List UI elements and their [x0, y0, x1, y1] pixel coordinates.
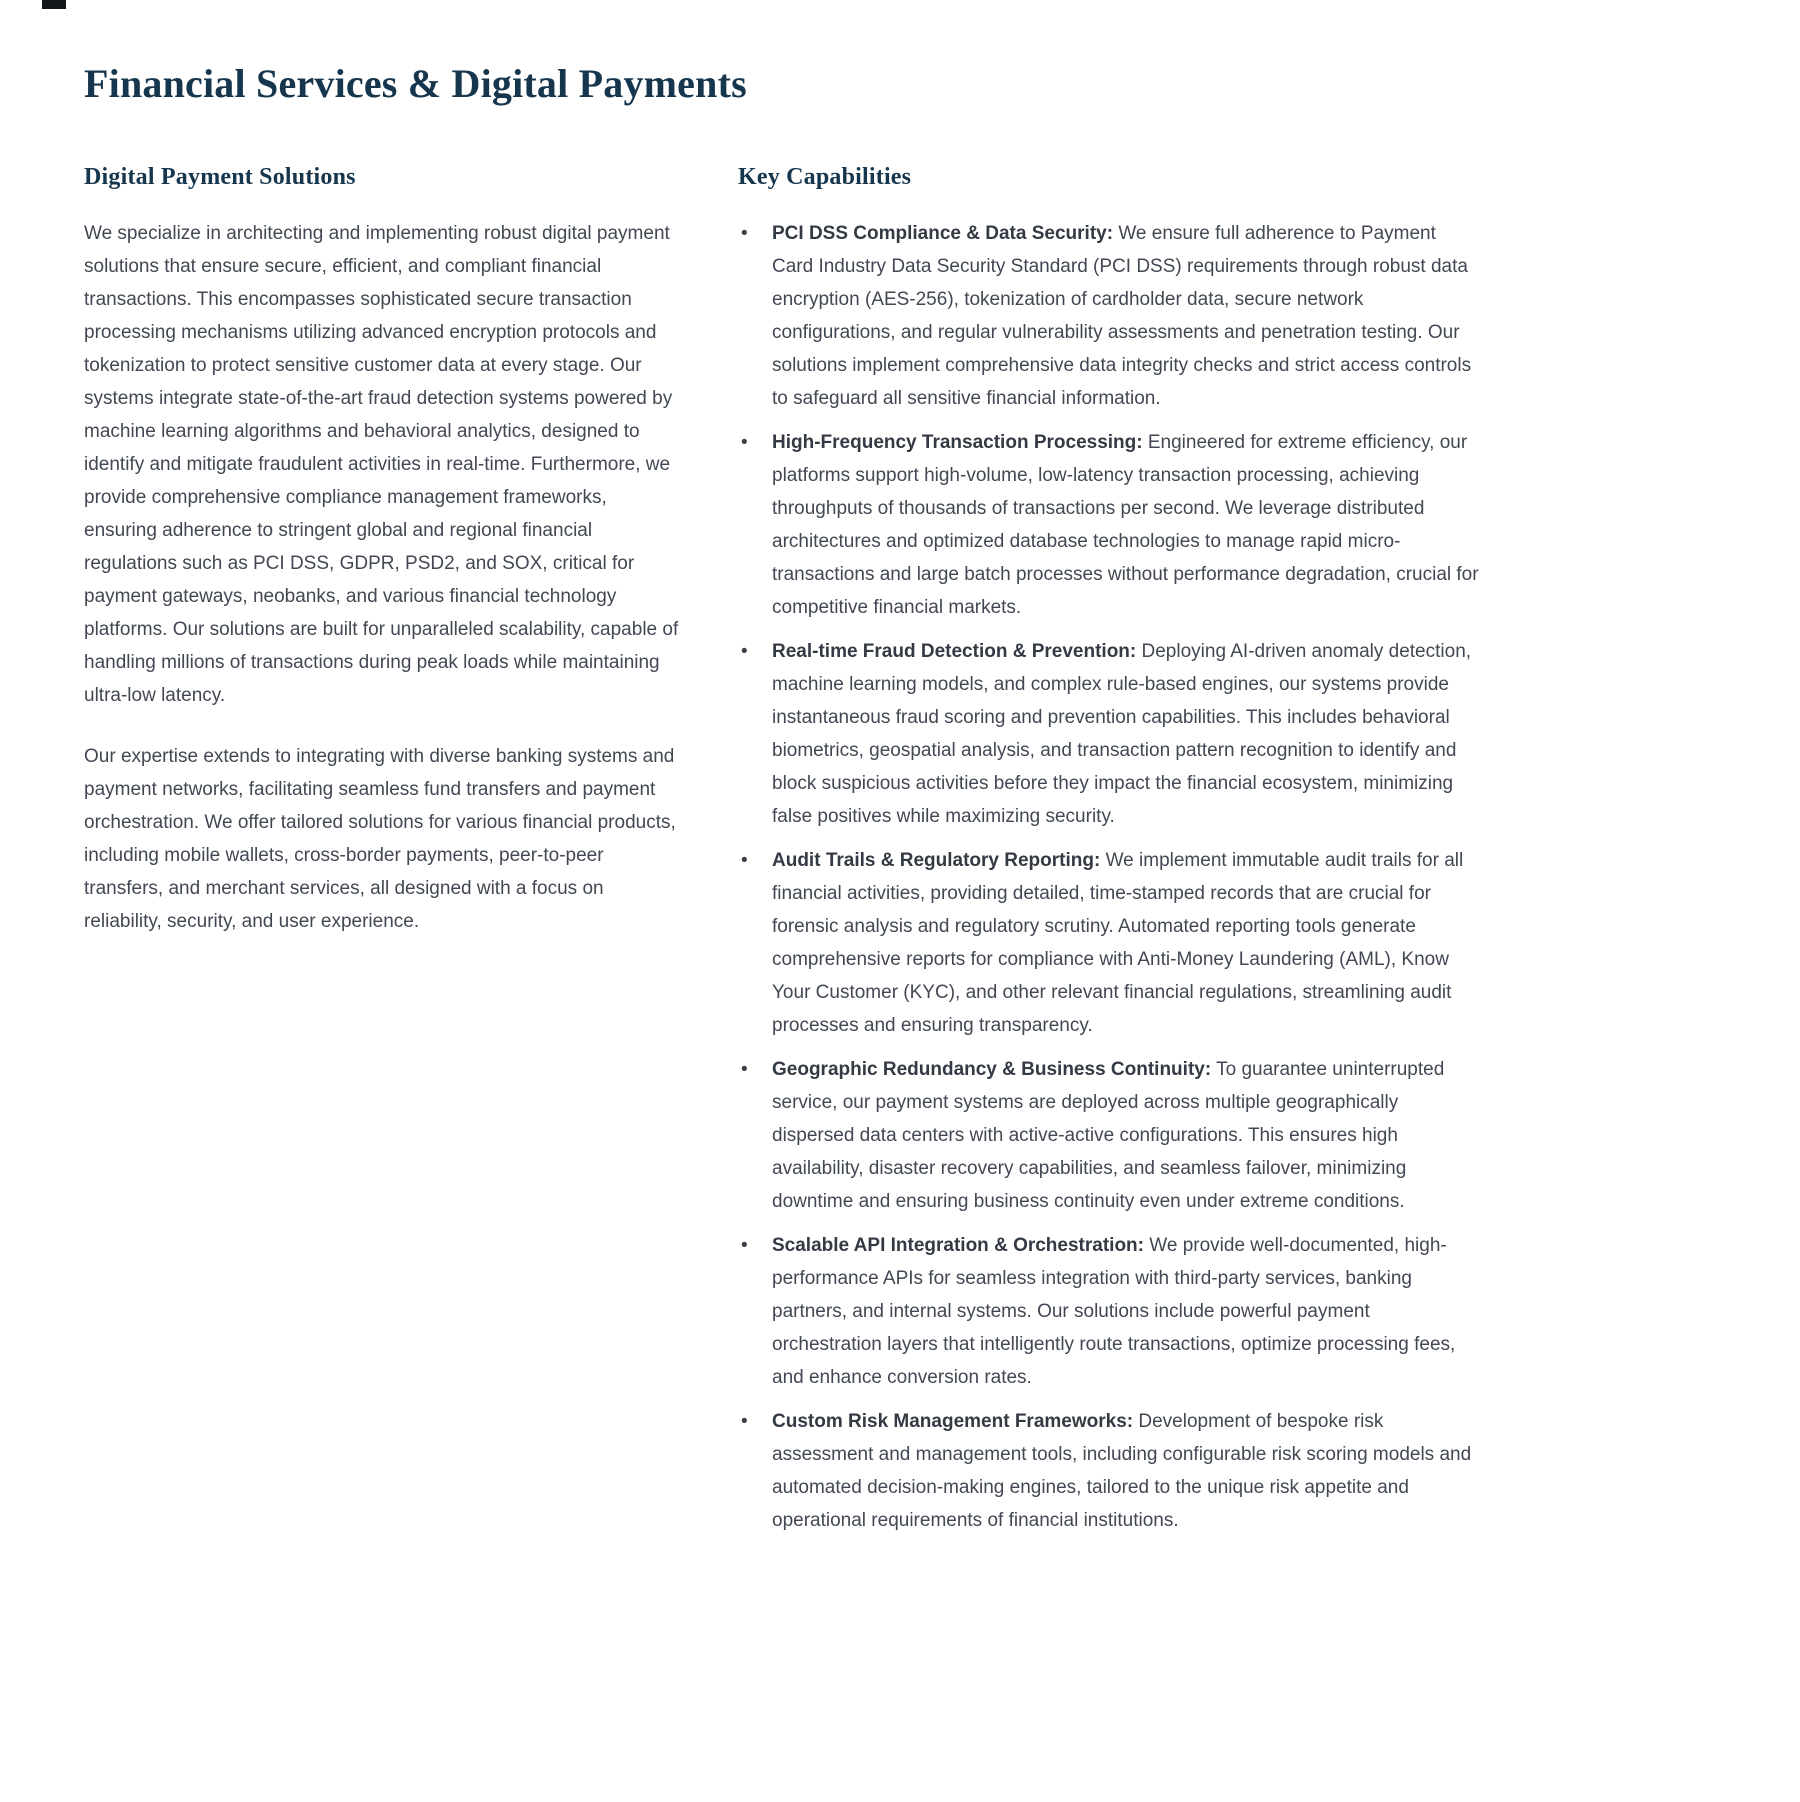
capability-text: Deploying AI-driven anomaly detection, machine learning models, and complex rule-based engines, our systems provide instantaneous fraud scoring and prevention capabilities. This includes behavioral biometrics, geospatial analysis, and transaction pattern recognition to identify and block suspicious activities before they impact the financial ecosystem, minimizing false positives while maximizing security. [772, 641, 1472, 827]
left-paragraph-1: We specialize in architecting and implementing robust digital payment solutions that ensure secure, efficient, and compliant financial transactions. This encompasses sophisticated secure transaction processing mechanisms utilizing advanced encryption protocols and tokenization to protect sensitive customer data at every stage. Our systems integrate state-of-the-art fraud detection systems powered by machine learning algorithms and behavioral analytics, designed to identify and mitigate fraudulent activities in real-time. Furthermore, we provide comprehensive compliance management frameworks, ensuring adherence to stringent global and regional financial regulations such as PCI DSS, GDPR, PSD2, and SOX, critical for payment gateways, neobanks, and various financial technology platforms. Our solutions are built for unparalleled scalability, capable of handling millions of transactions during peak loads while maintaining ultra-low latency. [84, 223, 679, 706]
capability-label: PCI DSS Compliance & Data Security: [772, 223, 1114, 244]
capability-text: Development of bespoke risk assessment and management tools, including configurable risk scoring models and automated decision-making engines, tailored to the unique risk appetite and operational requirements of financial institutions. [772, 1411, 1472, 1531]
capabilities-list [738, 217, 1482, 1537]
two-column-layout [84, 164, 1716, 1548]
capability-text: To guarantee uninterrupted service, our payment systems are deployed across multiple geographically dispersed data centers with active-active configurations. This ensures high availability, disaster recovery capabilities, and seamless failover, minimizing downtime and ensuring business continuity even under extreme conditions. [772, 1059, 1445, 1212]
capability-item-api-integration [738, 1229, 1482, 1394]
capability-item-high-frequency [738, 426, 1482, 624]
page-title: Financial Services & Digital Payments [84, 61, 747, 106]
capability-label: Custom Risk Management Frameworks: [772, 1411, 1134, 1432]
section-digital-payment-solutions [84, 164, 684, 966]
capability-item-fraud-detection [738, 635, 1482, 833]
capability-item-risk-management [738, 1405, 1482, 1537]
section-key-capabilities [738, 164, 1482, 1548]
right-section-heading: Key Capabilities [738, 164, 912, 190]
left-section-heading: Digital Payment Solutions [84, 164, 356, 190]
capability-item-audit-trails [738, 844, 1482, 1042]
capability-text: We implement immutable audit trails for all financial activities, providing detailed, time-stamped records that are crucial for forensic analysis and regulatory scrutiny. Automated reporting tools generate comprehensive reports for compliance with Anti-Money Laundering (AML), Know Your Customer (KYC), and other relevant financial regulations, streamlining audit processes and ensuring transparency. [772, 850, 1464, 1036]
capability-text: We ensure full adherence to Payment Card Industry Data Security Standard (PCI DSS) requirements through robust data encryption (AES-256), tokenization of cardholder data, secure network configurations, and regular vulnerability assessments and penetration testing. Our solutions implement comprehensive data integrity checks and strict access controls to safeguard all sensitive financial information. [772, 223, 1472, 409]
page-corner-artifact [42, 0, 66, 9]
left-paragraph-2: Our expertise extends to integrating with diverse banking systems and payment networks, facilitating seamless fund transfers and payment orchestration. We offer tailored solutions for various financial products, including mobile wallets, cross-border payments, peer-to-peer transfers, and merchant services, all designed with a focus on reliability, security, and user experience. [84, 746, 676, 932]
capability-item-geographic-redundancy [738, 1053, 1482, 1218]
capability-text: We provide well-documented, high-performance APIs for seamless integration with third-party services, banking partners, and internal systems. Our solutions include powerful payment orchestration layers that intelligently route transactions, optimize processing fees, and enhance conversion rates. [772, 1235, 1456, 1388]
capability-label: High-Frequency Transaction Processing: [772, 432, 1143, 453]
capability-item-pci-dss [738, 217, 1482, 415]
capability-label: Scalable API Integration & Orchestration: [772, 1235, 1144, 1256]
capability-text: Engineered for extreme efficiency, our platforms support high-volume, low-latency transaction processing, achieving throughputs of thousands of transactions per second. We leverage distributed architectures and optimized database technologies to manage rapid micro-transactions and large batch processes without performance degradation, crucial for competitive financial markets. [772, 432, 1479, 618]
capability-label: Real-time Fraud Detection & Prevention: [772, 641, 1137, 662]
capability-label: Geographic Redundancy & Business Continuity: [772, 1059, 1212, 1080]
capability-label: Audit Trails & Regulatory Reporting: [772, 850, 1101, 871]
